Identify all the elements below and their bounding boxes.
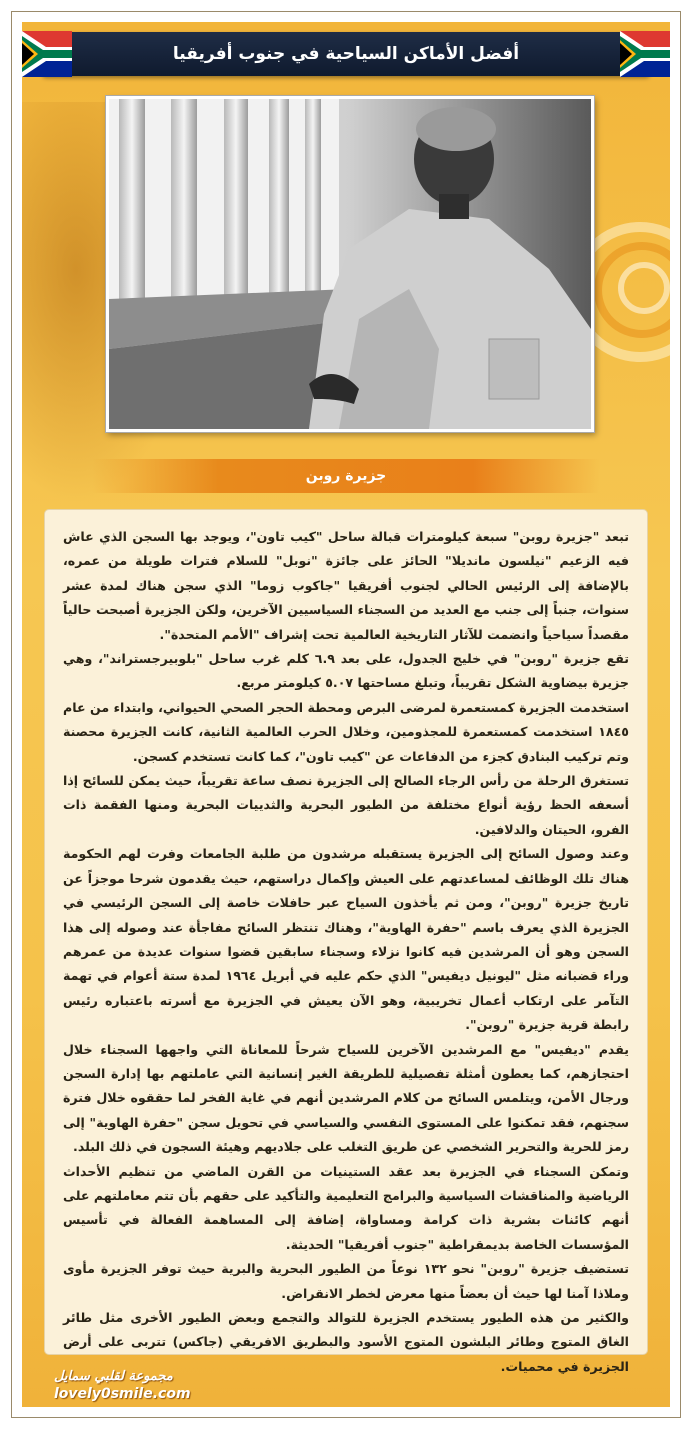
site-url[interactable]: lovely0smile.com bbox=[54, 1386, 191, 1402]
site-name-arabic: مجموعة لقلبي سمايل bbox=[54, 1369, 173, 1384]
paragraph: تقع جزيرة "روبن" في خليج الجدول، على بعد ٦.٩ كلم غرب ساحل "بلوبيرجستراند"، وهي جزيرة بيضاوية الشكل تقريباً، وتبلغ مساحتها ٥.٠٧ كيلومتر مربع. bbox=[63, 651, 629, 691]
section-banner bbox=[92, 459, 600, 493]
page-frame bbox=[11, 11, 681, 1418]
section-title: جزيرة روبن bbox=[305, 468, 387, 484]
paragraph: والكثير من هذه الطيور يستخدم الجزيرة للتوالد والتجمع وبعض الطيور الأخرى مثل طائر الغاق المتوج وطائر البلشون المتوج الأسود والبطريق الافريقي (جاكس) تتربى على أرض الجزيرة في محميات. bbox=[63, 1310, 629, 1374]
title-banner bbox=[42, 32, 650, 76]
photo-image bbox=[109, 99, 591, 429]
south-africa-flag-icon bbox=[22, 31, 72, 77]
page-title: أفضل الأماكن السياحية في جنوب أفريقيا bbox=[172, 44, 520, 64]
paragraph: تستضيف جزيرة "روبن" نحو ١٣٢ نوعاً من الطيور البحرية والبرية حيث توفر الجزيرة مأوى وملاذا آمنا لها حيث أن بعضاً منها معرض لخطر الانقراض. bbox=[63, 1261, 629, 1301]
content-panel bbox=[22, 22, 670, 1407]
site-watermark[interactable] bbox=[54, 1369, 214, 1405]
paragraph: وعند وصول السائح إلى الجزيرة يستقبله مرشدون من طلبة الجامعات وفرت لهم الحكومة هناك تلك الوظائف لمساعدتهم على العيش وإكمال دراستهم، حيث يقدمون شرحا موجزاً عن تاريخ جزيرة "روبن"، ومن ثم يأخذون السياح عبر حافلات خاصة إلى السجن الرئيسي في الجزيرة الذي يعرف باسم "حفرة الهاوية"، وهناك تنتظر السائح مفاجأة عند وصوله إلى هذا السجن وهو أن المرشدين فيه كانوا نزلاء وسجناء سابقين قضوا سنوات عديدة من عمرهم وراء قضبانه مثل "ليونيل ديفيس" الذي حكم عليه في أبريل ١٩٦٤ لمدة ستة أعوام في تهمة التآمر على ارتكاب أعمال تخريبية، وهو الآن يعيش في الجزيرة مع أسرته باعتباره رئيس رابطة قرية جزيرة "روبن". bbox=[63, 846, 629, 1033]
paragraph: يقدم "ديفيس" مع المرشدين الآخرين للسياح شرحاً للمعاناة التي واجهها السجناء خلال احتجازهم، كما يعطون أمثلة تفصيلية للطريقة الغير إنسانية التي عاملتهم بها إدارة السجن ورجال الأمن، ويتلمس السائح من كلام المرشدين أنهم في غاية الفخر لما حققوه خلال فترة سجنهم، فقد تمكنوا على المستوى النفسي والسياسي في تحويل سجن "حفرة الهاوية" إلى رمز للحرية والتحرير الشخصي عن طريق التغلب على جلاديهم وهيئة السجون في ذلك البلد. bbox=[63, 1041, 629, 1155]
ring-decoration bbox=[618, 262, 670, 314]
south-africa-flag-icon bbox=[620, 31, 670, 77]
paragraph: تستغرق الرحلة من رأس الرجاء الصالح إلى الجزيرة نصف ساعة تقريباً، حيث يمكن للسائح إذا أسعفه الحظ رؤية أنواع مختلفة من الطيور البحرية والثدييات البحرية ومنها الفقمة ذات الفرو، الحيتان والدلافين. bbox=[63, 773, 629, 837]
article-body bbox=[44, 509, 648, 1374]
paragraph: تبعد "جزيرة روبن" سبعة كيلومترات قبالة ساحل "كيب تاون"، ويوجد بها السجن الذي عاش فيه الزعيم "نيلسون مانديلا" الحائز على جائزة "نوبل" للسلام فترات طويلة من عمره، بالإضافة إلى الرئيس الحالي لجنوب أفريقيا "جاكوب زوما" الذي سجن هناك لمدة عشر سنوات، جنباً إلى جنب مع العديد من السجناء السياسيين الآخرين، ولكن الجزيرة أصبحت حالياً مقصداً سياحياً وانضمت للآثار التاريخية العالمية تحت إشراف "الأمم المتحدة". bbox=[63, 529, 629, 642]
paragraph: استخدمت الجزيرة كمستعمرة لمرضى البرص ومحطة الحجر الصحي الحيواني، وابتداء من عام ١٨٤٥ استخدمت كمستعمرة للمجذومين، وخلال الحرب العالمية الثانية، كانت الجزيرة محصنة وتم تركيب البنادق كجزء من الدفاعات عن "كيب تاون"، كما كانت تستخدم كسجن. bbox=[63, 699, 629, 764]
mandela-prison-photo bbox=[106, 96, 594, 432]
paragraph: وتمكن السجناء في الجزيرة بعد عقد الستينيات من القرن الماضي من تنظيم الأحداث الرياضية والمناقشات السياسية والبرامج التعليمية والتأكيد على حقهم بأن تتم معاملتهم على أنهم كائنات بشرية ذات كرامة ومساواة، إضافة إلى المساهمة الفعالة في تأسيس المؤسسات الخاصة بديمقراطية "جنوب أفريقيا" الحديثة. bbox=[63, 1163, 629, 1252]
